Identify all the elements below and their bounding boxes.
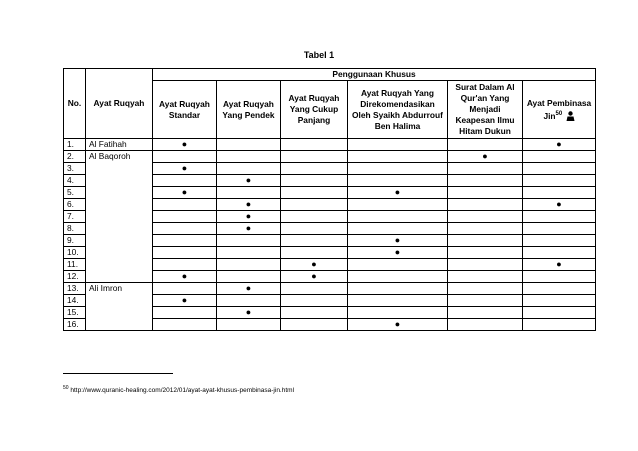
mark-dot: ● (348, 319, 448, 331)
empty-cell (281, 199, 348, 211)
table-caption: Tabel 1 (303, 50, 335, 60)
row-number: 8. (64, 223, 86, 235)
empty-cell (153, 175, 217, 187)
empty-cell (448, 211, 523, 223)
empty-cell (448, 187, 523, 199)
mark-dot: ● (348, 235, 448, 247)
empty-cell (153, 223, 217, 235)
header-pembinasa (523, 81, 596, 139)
empty-cell (281, 223, 348, 235)
mark-dot: ● (281, 271, 348, 283)
table-body (64, 139, 596, 331)
empty-cell (217, 271, 281, 283)
row-number: 6. (64, 199, 86, 211)
mark-dot: ● (281, 259, 348, 271)
empty-cell (153, 199, 217, 211)
header-pembinasa-label: Ayat Pembinasa Jin (526, 97, 592, 121)
mark-dot: ● (523, 139, 596, 151)
row-number: 7. (64, 211, 86, 223)
empty-cell (448, 259, 523, 271)
row-number: 1. (64, 139, 86, 151)
empty-cell (348, 307, 448, 319)
empty-cell (348, 271, 448, 283)
mark-dot: ● (153, 139, 217, 151)
empty-cell (523, 319, 596, 331)
mark-dot: ● (153, 295, 217, 307)
empty-cell (348, 223, 448, 235)
footnote-number: 50 (63, 385, 69, 391)
mark-dot: ● (217, 307, 281, 319)
mark-dot: ● (153, 163, 217, 175)
empty-cell (153, 211, 217, 223)
empty-cell (348, 151, 448, 163)
mark-dot: ● (348, 187, 448, 199)
empty-cell (281, 307, 348, 319)
empty-cell (348, 175, 448, 187)
header-pendek: Ayat Ruqyah Yang Pendek (217, 81, 281, 139)
empty-cell (523, 163, 596, 175)
empty-cell (523, 271, 596, 283)
table-row (64, 283, 596, 295)
empty-cell (448, 139, 523, 151)
header-ayat: Ayat Ruqyah (86, 69, 153, 139)
row-number: 3. (64, 163, 86, 175)
header-standar: Ayat Ruqyah Standar (153, 81, 217, 139)
empty-cell (348, 211, 448, 223)
empty-cell (281, 139, 348, 151)
empty-cell (523, 223, 596, 235)
table-row (64, 151, 596, 163)
row-number: 11. (64, 259, 86, 271)
empty-cell (281, 163, 348, 175)
footnote-text: http://www.quranic-healing.com/2012/01/ayat-ayat-khusus-pembinasa-jin.html (70, 387, 295, 395)
row-number: 14. (64, 295, 86, 307)
empty-cell (448, 271, 523, 283)
empty-cell (217, 247, 281, 259)
empty-cell (348, 139, 448, 151)
empty-cell (217, 151, 281, 163)
mark-dot: ● (153, 187, 217, 199)
mark-dot: ● (348, 247, 448, 259)
mark-dot: ● (217, 283, 281, 295)
mark-dot: ● (217, 223, 281, 235)
empty-cell (281, 295, 348, 307)
mark-dot: ● (217, 211, 281, 223)
empty-cell (448, 319, 523, 331)
empty-cell (523, 283, 596, 295)
empty-cell (348, 199, 448, 211)
empty-cell (348, 283, 448, 295)
row-number: 5. (64, 187, 86, 199)
header-no: No. (64, 69, 86, 139)
empty-cell (448, 283, 523, 295)
header-panjang: Ayat Ruqyah Yang Cukup Panjang (281, 81, 348, 139)
empty-cell (281, 283, 348, 295)
empty-cell (153, 319, 217, 331)
row-number: 12. (64, 271, 86, 283)
empty-cell (523, 235, 596, 247)
row-number: 16. (64, 319, 86, 331)
empty-cell (281, 247, 348, 259)
empty-cell (523, 151, 596, 163)
empty-cell (448, 223, 523, 235)
empty-cell (448, 295, 523, 307)
mark-dot: ● (217, 199, 281, 211)
person-icon (566, 111, 575, 121)
header-surat: Surat Dalam Al Qur'an Yang Menjadi Keapesan Ilmu Hitam Dukun (448, 81, 523, 139)
empty-cell (153, 235, 217, 247)
mark-dot: ● (153, 271, 217, 283)
header-row-1 (64, 69, 596, 81)
empty-cell (217, 295, 281, 307)
empty-cell (448, 199, 523, 211)
empty-cell (217, 139, 281, 151)
header-group: Penggunaan Khusus (153, 69, 596, 81)
empty-cell (281, 175, 348, 187)
empty-cell (348, 259, 448, 271)
row-number: 15. (64, 307, 86, 319)
empty-cell (448, 247, 523, 259)
table-row (64, 139, 596, 151)
footnote-ref: 50 (555, 110, 563, 117)
mark-dot: ● (448, 151, 523, 163)
surah-name: Ali Imron (86, 283, 153, 331)
empty-cell (153, 151, 217, 163)
empty-cell (281, 187, 348, 199)
empty-cell (448, 235, 523, 247)
footnote (63, 385, 294, 394)
mark-dot: ● (523, 259, 596, 271)
surah-name: Al Baqoroh (86, 151, 153, 283)
row-number: 9. (64, 235, 86, 247)
empty-cell (523, 175, 596, 187)
empty-cell (523, 211, 596, 223)
empty-cell (281, 151, 348, 163)
empty-cell (523, 295, 596, 307)
empty-cell (348, 163, 448, 175)
row-number: 2. (64, 151, 86, 163)
empty-cell (523, 187, 596, 199)
empty-cell (448, 307, 523, 319)
empty-cell (523, 247, 596, 259)
row-number: 13. (64, 283, 86, 295)
empty-cell (348, 295, 448, 307)
empty-cell (153, 259, 217, 271)
footnote-rule (63, 373, 173, 374)
empty-cell (217, 235, 281, 247)
empty-cell (281, 211, 348, 223)
empty-cell (217, 163, 281, 175)
mark-dot: ● (523, 199, 596, 211)
empty-cell (281, 235, 348, 247)
empty-cell (523, 307, 596, 319)
empty-cell (153, 307, 217, 319)
empty-cell (217, 187, 281, 199)
header-rekomendasi: Ayat Ruqyah Yang Direkomendasikan Oleh Syaikh Abdurrouf Ben Halima (348, 81, 448, 139)
empty-cell (217, 319, 281, 331)
empty-cell (153, 283, 217, 295)
row-number: 10. (64, 247, 86, 259)
empty-cell (448, 175, 523, 187)
mark-dot: ● (217, 175, 281, 187)
empty-cell (153, 247, 217, 259)
empty-cell (281, 319, 348, 331)
row-number: 4. (64, 175, 86, 187)
empty-cell (217, 259, 281, 271)
empty-cell (448, 163, 523, 175)
ruqyah-table (63, 68, 596, 331)
surah-name: Al Fatihah (86, 139, 153, 151)
